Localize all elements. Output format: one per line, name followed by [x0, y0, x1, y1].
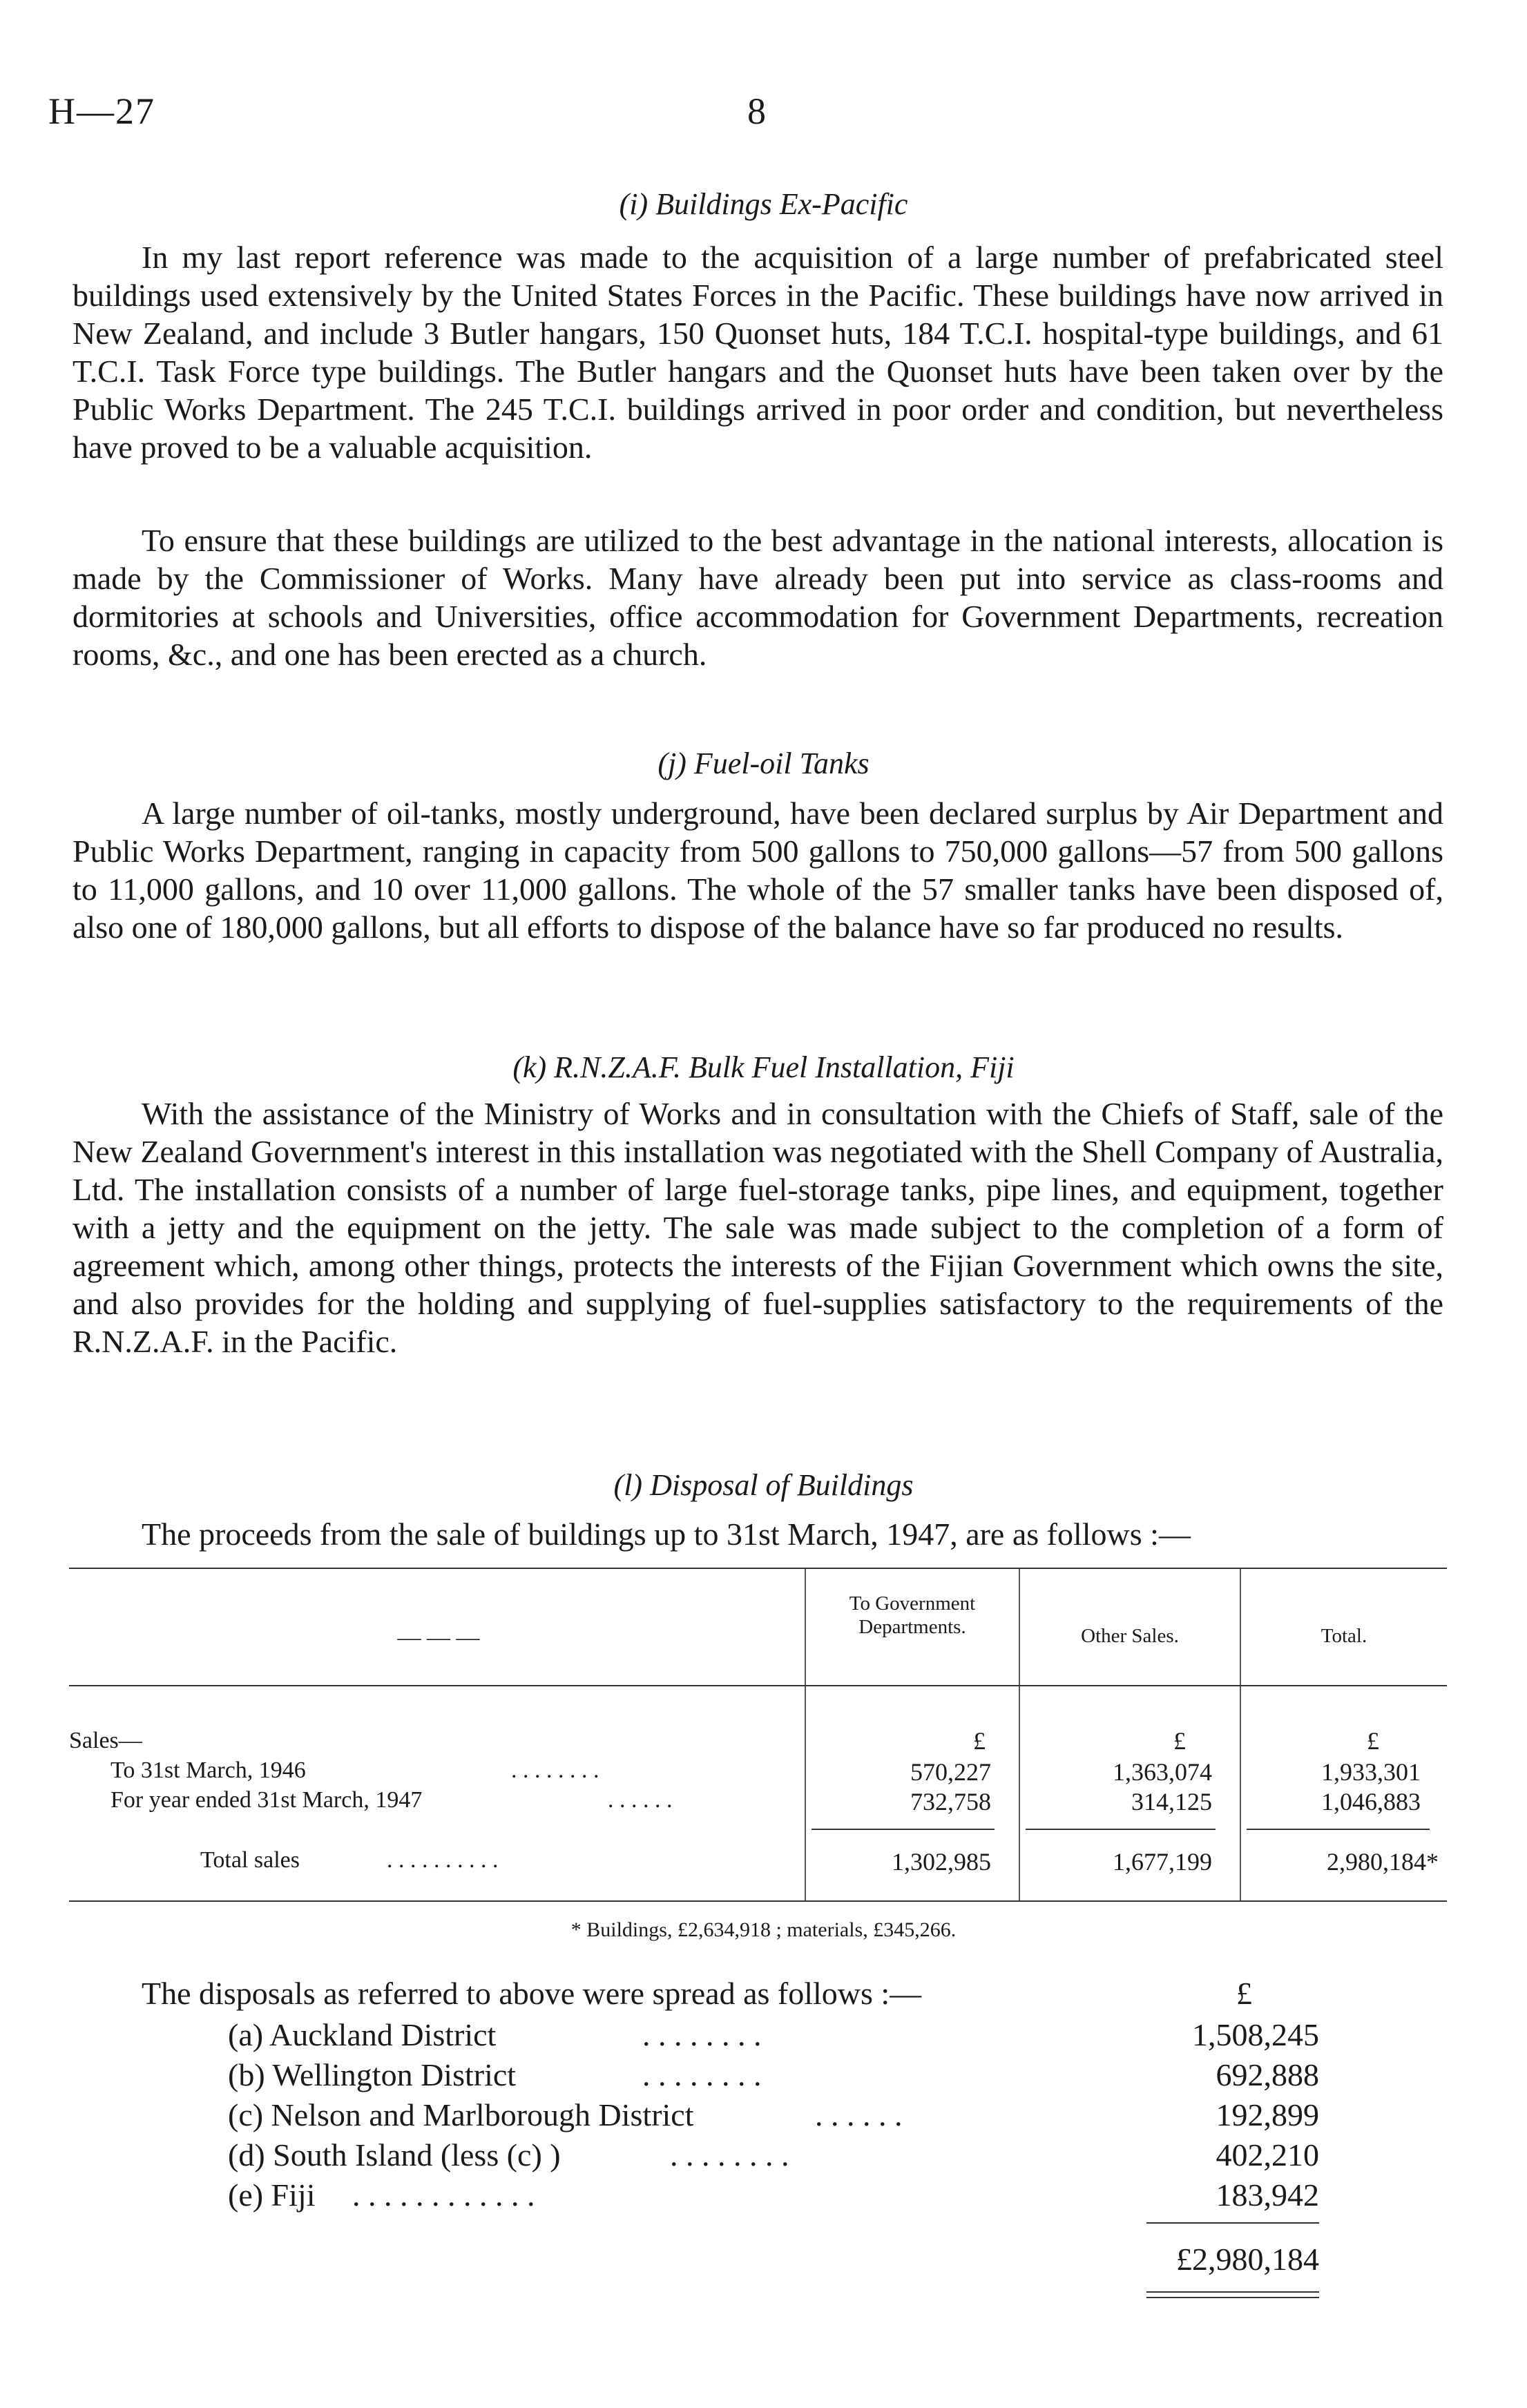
- table-total-label: Total sales: [200, 1847, 300, 1873]
- district-label: (e) Fiji: [228, 2177, 316, 2213]
- district-label: (a) Auckland District: [228, 2017, 497, 2052]
- list-item: [228, 2016, 1319, 2051]
- section-heading-fuel-oil-tanks: (j) Fuel-oil Tanks: [657, 747, 870, 780]
- table-footnote: * Buildings, £2,634,918 ; materials, £345,266.: [570, 1918, 957, 1941]
- table-total-cell: 2,980,184*: [1327, 1848, 1439, 1876]
- dot-leaders: . . . . . . . .: [511, 1757, 599, 1783]
- subtotal-rule: [811, 1829, 995, 1830]
- district-amount: 192,899: [1216, 2097, 1319, 2132]
- table-row-label: To 31st March, 1946: [111, 1757, 306, 1783]
- list-item: [228, 2137, 1319, 2171]
- dot-leaders: . . . . . .: [815, 2097, 903, 2132]
- district-label: (b) Wellington District: [228, 2057, 517, 2092]
- dot-leaders: . . . . . . . . . .: [387, 1847, 499, 1873]
- table-cell: 570,227: [910, 1758, 991, 1786]
- subtotal-rule: [1026, 1829, 1216, 1830]
- disposals-intro: The disposals as referred to above were spread as follows :—: [142, 1976, 922, 2011]
- sum-rule: [1146, 2222, 1319, 2224]
- paragraph-rnzaf-fuel-installation: With the assistance of the Ministry of Works and in consultation with the Chiefs of Staff, sale of the New Zealand Government's interest in this installation was negotiated with the Shell Company of Australia, Ltd. The installation consists of a number of large fuel-storage tanks, pipe lines, and equipment, together with a jetty and the equipment on the jetty. The sale was made subject to the completion of a form of agreement which, among other things, protects the interests of the Fijian Government which owns the site, and also provides for the holding and supplying of fuel-supplies satisfactory to the requirements of the R.N.Z.A.F. in the Pacific.: [73, 1096, 1443, 1359]
- dot-leaders: . . . . . . . . . . . .: [352, 2177, 535, 2213]
- table-cell: 314,125: [1131, 1788, 1212, 1815]
- currency-symbol: £: [1367, 1727, 1379, 1755]
- table-total-cell: 1,677,199: [1113, 1848, 1212, 1876]
- table-header-rule: [69, 1685, 1447, 1686]
- section-heading-buildings-ex-pacific: (i) Buildings Ex-Pacific: [619, 187, 908, 221]
- table-group-label: Sales—: [69, 1728, 142, 1753]
- district-amount: 692,888: [1216, 2057, 1319, 2092]
- district-amount: 402,210: [1216, 2137, 1319, 2173]
- table-header-government-departments: To Government Departments.: [849, 1592, 976, 1638]
- section-heading-disposal-of-buildings: (l) Disposal of Buildings: [613, 1468, 914, 1502]
- paragraph-buildings-ex-pacific-1: In my last report reference was made to the acquisition of a large number of prefabricated steel buildings used extensively by the United States Forces in the Pacific. These buildings have now arrived in New Zealand, and include 3 Butler hangars, 150 Quonset huts, 184 T.C.I. hospital-type buildings, and 61 T.C.I. Task Force type buildings. The Butler hangars and the Quonset huts have been taken over by the Public Works Department. The 245 T.C.I. buildings arrived in poor order and condition, but nevertheless have proved to be a valuable acquisition.: [73, 240, 1443, 465]
- double-rule: [1146, 2297, 1319, 2298]
- table-bottom-rule: [69, 1900, 1447, 1902]
- table-intro: The proceeds from the sale of buildings up to 31st March, 1947, are as follows :—: [142, 1516, 1191, 1552]
- table-cell: 1,363,074: [1113, 1758, 1212, 1786]
- subtotal-rule: [1247, 1829, 1430, 1830]
- table-cell: 1,046,883: [1321, 1788, 1421, 1815]
- list-item: [228, 2177, 1319, 2211]
- list-item: [228, 2057, 1319, 2091]
- table-cell: 732,758: [910, 1788, 991, 1815]
- disposals-total: £2,980,184: [1176, 2242, 1319, 2277]
- dot-leaders: . . . . . .: [608, 1787, 673, 1813]
- currency-symbol: £: [973, 1727, 986, 1755]
- paragraph-fuel-oil-tanks: A large number of oil-tanks, mostly underground, have been declared surplus by Air Department and Public Works Department, ranging in capacity from 500 gallons to 750,000 gallons—57 from 500 gallons to 11,000 gallons, and 10 over 11,000 gallons. The whole of the 57 smaller tanks have been disposed of, also one of 180,000 gallons, but all efforts to dispose of the balance have so far produced no results.: [73, 796, 1443, 945]
- section-heading-rnzaf-fuel-installation: (k) R.N.Z.A.F. Bulk Fuel Installation, Fiji: [512, 1050, 1015, 1084]
- dot-leaders: . . . . . . . .: [670, 2137, 789, 2173]
- district-amount: 183,942: [1216, 2177, 1319, 2213]
- district-label: (d) South Island (less (c) ): [228, 2137, 561, 2173]
- district-label: (c) Nelson and Marlborough District: [228, 2097, 694, 2132]
- district-amount: 1,508,245: [1192, 2017, 1319, 2052]
- double-rule: [1146, 2291, 1319, 2293]
- paragraph-buildings-ex-pacific-2: To ensure that these buildings are utilized to the best advantage in the national interests, allocation is made by the Commissioner of Works. Many have already been put into service as class-rooms and dormitories at schools and Universities, office accommodation for Government Departments, recreation rooms, &c., and one has been erected as a church.: [73, 523, 1443, 672]
- table-header-total: Total.: [1320, 1625, 1367, 1647]
- currency-symbol: £: [1236, 1976, 1252, 2011]
- table-header-other-sales: Other Sales.: [1081, 1625, 1179, 1647]
- table-header-blank: — — —: [397, 1625, 480, 1650]
- document-reference: H—27: [48, 90, 155, 132]
- page-number: 8: [747, 90, 766, 132]
- currency-symbol: £: [1173, 1727, 1186, 1755]
- list-item: [228, 2097, 1319, 2131]
- table-total-cell: 1,302,985: [892, 1848, 991, 1876]
- dot-leaders: . . . . . . . .: [642, 2057, 762, 2092]
- table-row-label: For year ended 31st March, 1947: [111, 1787, 423, 1813]
- dot-leaders: . . . . . . . .: [642, 2017, 762, 2052]
- table-cell: 1,933,301: [1321, 1758, 1421, 1786]
